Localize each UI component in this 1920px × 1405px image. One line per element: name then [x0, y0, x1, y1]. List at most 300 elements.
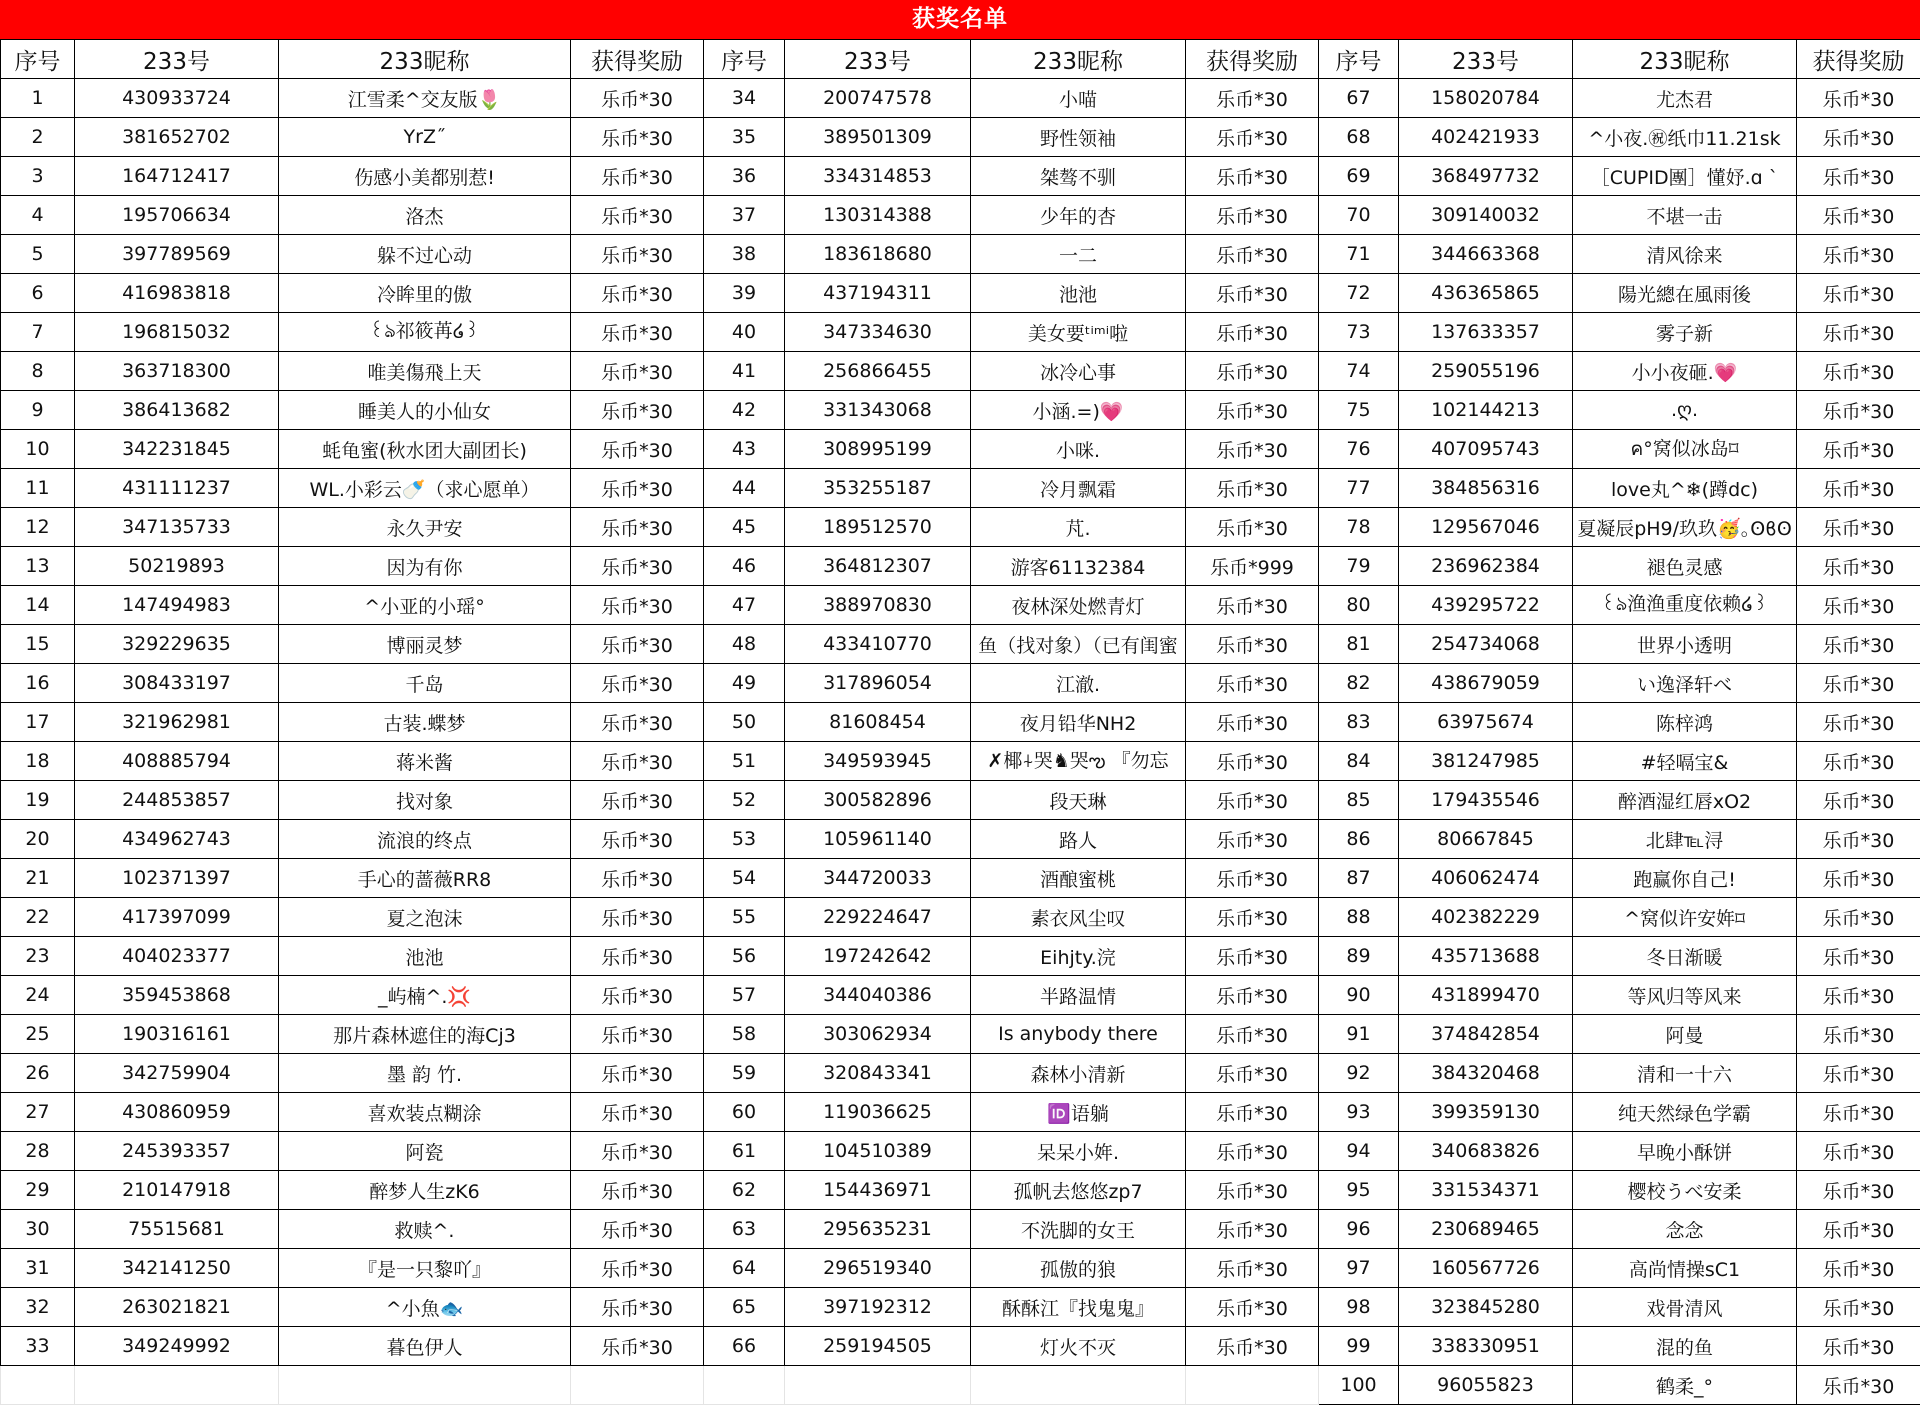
nickname-cell: い逸泽轩べ [1573, 664, 1797, 703]
reward-cell: 乐币*30 [571, 469, 704, 508]
table-row [1, 547, 1920, 586]
nickname-cell: 呆呆小姩. [971, 1132, 1186, 1171]
index-cell: 53 [704, 820, 785, 859]
id-cell: 384856316 [1399, 469, 1573, 508]
reward-cell: 乐币*30 [571, 547, 704, 586]
reward-cell: 乐币*30 [571, 118, 704, 157]
id-cell: 189512570 [785, 508, 971, 547]
id-cell: 430860959 [75, 1093, 279, 1132]
index-cell: 41 [704, 352, 785, 391]
id-cell: 308995199 [785, 430, 971, 469]
id-cell: 195706634 [75, 196, 279, 235]
id-cell: 81608454 [785, 703, 971, 742]
id-cell: 259055196 [1399, 352, 1573, 391]
reward-cell: 乐币*30 [1186, 1288, 1319, 1327]
nickname-cell: ꒰ঌ渔渔重度依赖໒꒱ [1573, 586, 1797, 625]
table-row [1, 274, 1920, 313]
index-cell: 20 [1, 820, 75, 859]
nickname-header: 233昵称 [279, 40, 571, 79]
reward-cell: 乐币*30 [1797, 703, 1920, 742]
reward-cell: 乐币*30 [571, 1249, 704, 1288]
index-cell: 74 [1319, 352, 1399, 391]
id-cell: 210147918 [75, 1171, 279, 1210]
id-cell: 63975674 [1399, 703, 1573, 742]
id-cell: 256866455 [785, 352, 971, 391]
index-cell: 75 [1319, 391, 1399, 430]
index-cell: 91 [1319, 1015, 1399, 1054]
id-cell: 416983818 [75, 274, 279, 313]
nickname-cell: 醉梦人生zK6 [279, 1171, 571, 1210]
nickname-cell: 古装.蝶梦 [279, 703, 571, 742]
index-cell: 92 [1319, 1054, 1399, 1093]
table-row [1, 469, 1920, 508]
reward-cell: 乐币*30 [1186, 742, 1319, 781]
index-cell: 59 [704, 1054, 785, 1093]
id-cell: 245393357 [75, 1132, 279, 1171]
id-cell: 75515681 [75, 1210, 279, 1249]
reward-cell: 乐币*30 [1797, 1171, 1920, 1210]
reward-cell: 乐币*30 [571, 352, 704, 391]
index-cell: 46 [704, 547, 785, 586]
reward-cell: 乐币*30 [1797, 1327, 1920, 1366]
reward-cell: 乐币*30 [1797, 235, 1920, 274]
id-cell: 434962743 [75, 820, 279, 859]
table-row [1, 1210, 1920, 1249]
reward-cell: 乐币*30 [1186, 859, 1319, 898]
index-cell: 19 [1, 781, 75, 820]
nickname-cell: WL.小彩云🍼（求心愿单） [279, 469, 571, 508]
reward-cell: 乐币*30 [1797, 898, 1920, 937]
index-cell: 12 [1, 508, 75, 547]
reward-cell: 乐币*30 [1186, 196, 1319, 235]
index-cell: 64 [704, 1249, 785, 1288]
nickname-cell: 🆔语躺 [971, 1093, 1186, 1132]
id-cell: 296519340 [785, 1249, 971, 1288]
nickname-cell: 戏骨清风 [1573, 1288, 1797, 1327]
nickname-cell: 千岛 [279, 664, 571, 703]
id-cell [785, 1366, 971, 1405]
id-cell: 402382229 [1399, 898, 1573, 937]
table-row [1, 625, 1920, 664]
nickname-cell: 救赎^. [279, 1210, 571, 1249]
nickname-cell: love丸^❄(蹲dc) [1573, 469, 1797, 508]
index-cell: 50 [704, 703, 785, 742]
index-cell: 21 [1, 859, 75, 898]
id-cell: 388970830 [785, 586, 971, 625]
index-cell: 8 [1, 352, 75, 391]
id-cell: 404023377 [75, 937, 279, 976]
nickname-cell: 躲不过心动 [279, 235, 571, 274]
reward-cell: 乐币*30 [571, 313, 704, 352]
reward-cell: 乐币*30 [1797, 118, 1920, 157]
id-cell: 347135733 [75, 508, 279, 547]
table-row [1, 742, 1920, 781]
reward-cell: 乐币*30 [571, 976, 704, 1015]
reward-cell: 乐币*30 [571, 157, 704, 196]
winners-table [0, 39, 1920, 1405]
index-cell: 38 [704, 235, 785, 274]
nickname-cell: 半路温情 [971, 976, 1186, 1015]
id-cell: 402421933 [1399, 118, 1573, 157]
nickname-cell: YrZ˝ [279, 118, 571, 157]
index-cell: 60 [704, 1093, 785, 1132]
id-cell: 349249992 [75, 1327, 279, 1366]
id-cell: 154436971 [785, 1171, 971, 1210]
id-cell: 439295722 [1399, 586, 1573, 625]
reward-cell: 乐币*30 [1186, 820, 1319, 859]
id-cell: 349593945 [785, 742, 971, 781]
reward-cell: 乐币*30 [1797, 781, 1920, 820]
id-header: 233号 [75, 40, 279, 79]
index-cell: 11 [1, 469, 75, 508]
reward-cell: 乐币*30 [571, 937, 704, 976]
reward-cell: 乐币*30 [1186, 586, 1319, 625]
id-cell: 102144213 [1399, 391, 1573, 430]
index-cell: 73 [1319, 313, 1399, 352]
reward-cell: 乐币*30 [1797, 625, 1920, 664]
reward-cell: 乐币*30 [571, 1288, 704, 1327]
reward-cell: 乐币*30 [1797, 547, 1920, 586]
index-cell: 32 [1, 1288, 75, 1327]
index-cell: 1 [1, 79, 75, 118]
index-cell [704, 1366, 785, 1405]
index-cell: 77 [1319, 469, 1399, 508]
nickname-cell: ✗椰⍭哭♞哭ఌ 『勿忘 [971, 742, 1186, 781]
id-cell: 130314388 [785, 196, 971, 235]
id-header: 233号 [785, 40, 971, 79]
nickname-cell: 墨 韵 竹. [279, 1054, 571, 1093]
table-row [1, 79, 1920, 118]
table-row [1, 1327, 1920, 1366]
index-cell: 36 [704, 157, 785, 196]
nickname-cell: 一二 [971, 235, 1186, 274]
id-cell: 303062934 [785, 1015, 971, 1054]
reward-cell: 乐币*30 [1797, 937, 1920, 976]
id-cell: 397789569 [75, 235, 279, 274]
index-cell: 33 [1, 1327, 75, 1366]
id-cell: 407095743 [1399, 430, 1573, 469]
index-cell: 55 [704, 898, 785, 937]
index-cell: 57 [704, 976, 785, 1015]
id-cell: 342759904 [75, 1054, 279, 1093]
index-cell: 37 [704, 196, 785, 235]
table-row [1, 1366, 1920, 1405]
nickname-header: 233昵称 [971, 40, 1186, 79]
index-cell: 70 [1319, 196, 1399, 235]
reward-cell: 乐币*30 [1797, 391, 1920, 430]
id-cell: 384320468 [1399, 1054, 1573, 1093]
index-cell: 49 [704, 664, 785, 703]
id-cell: 334314853 [785, 157, 971, 196]
nickname-cell: 清和一十六 [1573, 1054, 1797, 1093]
nickname-cell: 蒋米酱 [279, 742, 571, 781]
id-cell: 197242642 [785, 937, 971, 976]
id-cell: 300582896 [785, 781, 971, 820]
id-cell: 353255187 [785, 469, 971, 508]
id-cell: 147494983 [75, 586, 279, 625]
id-cell: 196815032 [75, 313, 279, 352]
index-header: 序号 [1, 40, 75, 79]
nickname-cell: 清风徐来 [1573, 235, 1797, 274]
table-row [1, 508, 1920, 547]
table-row [1, 391, 1920, 430]
id-cell [75, 1366, 279, 1405]
reward-cell: 乐币*30 [1186, 1132, 1319, 1171]
id-cell: 137633357 [1399, 313, 1573, 352]
table-row [1, 1171, 1920, 1210]
index-cell: 66 [704, 1327, 785, 1366]
nickname-cell: 冷眸里的傲 [279, 274, 571, 313]
id-cell: 259194505 [785, 1327, 971, 1366]
index-header: 序号 [704, 40, 785, 79]
nickname-cell: 冷月飘霜 [971, 469, 1186, 508]
nickname-cell: ^小亚的小瑶° [279, 586, 571, 625]
id-cell: 368497732 [1399, 157, 1573, 196]
id-cell: 386413682 [75, 391, 279, 430]
id-cell: 340683826 [1399, 1132, 1573, 1171]
index-cell: 28 [1, 1132, 75, 1171]
index-cell: 100 [1319, 1366, 1399, 1405]
id-cell: 408885794 [75, 742, 279, 781]
reward-cell: 乐币*30 [1797, 1132, 1920, 1171]
index-cell: 63 [704, 1210, 785, 1249]
id-cell: 104510389 [785, 1132, 971, 1171]
reward-cell: 乐币*30 [571, 196, 704, 235]
reward-cell: 乐币*30 [1797, 742, 1920, 781]
reward-cell: 乐币*30 [571, 586, 704, 625]
nickname-cell: Eihjty.浣 [971, 937, 1186, 976]
reward-cell: 乐币*30 [571, 898, 704, 937]
nickname-cell: 夜林深处燃青灯 [971, 586, 1186, 625]
nickname-cell: 那片森林遮住的海Cj3 [279, 1015, 571, 1054]
reward-cell: 乐币*30 [1186, 1210, 1319, 1249]
id-cell: 323845280 [1399, 1288, 1573, 1327]
index-cell: 76 [1319, 430, 1399, 469]
id-cell: 374842854 [1399, 1015, 1573, 1054]
id-cell: 105961140 [785, 820, 971, 859]
id-cell: 50219893 [75, 547, 279, 586]
index-cell: 14 [1, 586, 75, 625]
reward-cell: 乐币*30 [1186, 781, 1319, 820]
nickname-cell: _屿楠^.💢 [279, 976, 571, 1015]
index-cell: 16 [1, 664, 75, 703]
id-cell: 381652702 [75, 118, 279, 157]
reward-cell: 乐币*30 [1186, 469, 1319, 508]
nickname-cell: 手心的蔷薇RR8 [279, 859, 571, 898]
index-cell: 72 [1319, 274, 1399, 313]
table-row [1, 1288, 1920, 1327]
table-row [1, 937, 1920, 976]
reward-cell: 乐币*30 [1797, 859, 1920, 898]
nickname-header: 233昵称 [1573, 40, 1797, 79]
nickname-cell: 小喵 [971, 79, 1186, 118]
id-cell: 389501309 [785, 118, 971, 157]
nickname-cell: 孤傲的狼 [971, 1249, 1186, 1288]
index-cell: 96 [1319, 1210, 1399, 1249]
index-cell: 51 [704, 742, 785, 781]
table-row [1, 313, 1920, 352]
table-row [1, 976, 1920, 1015]
index-cell: 35 [704, 118, 785, 157]
nickname-cell: 桀骜不驯 [971, 157, 1186, 196]
id-cell: 364812307 [785, 547, 971, 586]
id-cell: 431899470 [1399, 976, 1573, 1015]
nickname-cell: ค°窝似冰岛⌑ [1573, 430, 1797, 469]
id-cell: 317896054 [785, 664, 971, 703]
nickname-cell: 路人 [971, 820, 1186, 859]
id-cell: 430933724 [75, 79, 279, 118]
nickname-cell: 纯天然绿色学霸 [1573, 1093, 1797, 1132]
index-cell: 44 [704, 469, 785, 508]
index-cell: 27 [1, 1093, 75, 1132]
reward-cell: 乐币*30 [571, 859, 704, 898]
reward-cell: 乐币*30 [571, 430, 704, 469]
index-cell: 31 [1, 1249, 75, 1288]
id-cell: 183618680 [785, 235, 971, 274]
reward-cell: 乐币*30 [571, 391, 704, 430]
index-cell [1, 1366, 75, 1405]
nickname-cell: 阿瓷 [279, 1132, 571, 1171]
id-cell: 406062474 [1399, 859, 1573, 898]
reward-cell: 乐币*30 [1186, 664, 1319, 703]
index-cell: 97 [1319, 1249, 1399, 1288]
index-cell: 6 [1, 274, 75, 313]
table-row [1, 1015, 1920, 1054]
reward-cell: 乐币*30 [1797, 274, 1920, 313]
index-cell: 39 [704, 274, 785, 313]
nickname-cell [971, 1366, 1186, 1405]
reward-cell: 乐币*30 [571, 781, 704, 820]
nickname-cell: 雾子新 [1573, 313, 1797, 352]
reward-cell: 乐币*30 [1797, 430, 1920, 469]
reward-header: 获得奖励 [1186, 40, 1319, 79]
nickname-cell: 陽光總在風雨後 [1573, 274, 1797, 313]
nickname-cell: 游客61132384 [971, 547, 1186, 586]
index-cell: 5 [1, 235, 75, 274]
nickname-cell: 伤感小美都别惹! [279, 157, 571, 196]
index-cell: 3 [1, 157, 75, 196]
nickname-cell: 小小夜砸.💗 [1573, 352, 1797, 391]
reward-cell: 乐币*30 [1186, 1327, 1319, 1366]
nickname-cell: 冰冷心事 [971, 352, 1186, 391]
nickname-cell: 江澈. [971, 664, 1186, 703]
reward-cell: 乐币*30 [1186, 274, 1319, 313]
reward-cell: 乐币*30 [571, 1210, 704, 1249]
index-cell: 9 [1, 391, 75, 430]
index-cell: 82 [1319, 664, 1399, 703]
reward-cell: 乐币*30 [1797, 586, 1920, 625]
reward-cell: 乐币*30 [1797, 976, 1920, 1015]
index-cell: 99 [1319, 1327, 1399, 1366]
id-cell: 331343068 [785, 391, 971, 430]
reward-cell: 乐币*30 [1797, 1249, 1920, 1288]
reward-cell: 乐币*30 [571, 79, 704, 118]
nickname-cell: Is anybody there [971, 1015, 1186, 1054]
index-header: 序号 [1319, 40, 1399, 79]
index-cell: 15 [1, 625, 75, 664]
index-cell: 34 [704, 79, 785, 118]
id-cell: 381247985 [1399, 742, 1573, 781]
index-cell: 29 [1, 1171, 75, 1210]
nickname-cell: ［CUPID團］懂妤.ɑ ˋ [1573, 157, 1797, 196]
reward-cell [1186, 1366, 1319, 1405]
reward-cell: 乐币*30 [1797, 1210, 1920, 1249]
index-cell: 10 [1, 430, 75, 469]
nickname-cell: 冬日渐暖 [1573, 937, 1797, 976]
index-cell: 87 [1319, 859, 1399, 898]
nickname-cell: 芃. [971, 508, 1186, 547]
nickname-cell: 北肆℡浔 [1573, 820, 1797, 859]
nickname-cell: 美女要ᵗⁱᵐⁱ啦 [971, 313, 1186, 352]
table-row [1, 898, 1920, 937]
reward-cell: 乐币*30 [1186, 79, 1319, 118]
index-cell: 81 [1319, 625, 1399, 664]
reward-cell: 乐币*30 [571, 625, 704, 664]
id-cell: 236962384 [1399, 547, 1573, 586]
index-cell: 98 [1319, 1288, 1399, 1327]
reward-cell: 乐币*30 [1797, 1093, 1920, 1132]
table-row [1, 430, 1920, 469]
reward-cell: 乐币*30 [571, 820, 704, 859]
id-cell: 190316161 [75, 1015, 279, 1054]
id-cell: 160567726 [1399, 1249, 1573, 1288]
reward-cell: 乐币*30 [1186, 1093, 1319, 1132]
reward-cell: 乐币*30 [1797, 79, 1920, 118]
table-row [1, 157, 1920, 196]
index-cell: 23 [1, 937, 75, 976]
header-row [1, 40, 1920, 79]
nickname-cell: 鱼（找对象）（已有闺蜜 [971, 625, 1186, 664]
reward-cell: 乐币*30 [1797, 1288, 1920, 1327]
nickname-cell: 夏凝辰pH9/玖玖🥳｡ʘϐʘ [1573, 508, 1797, 547]
reward-cell: 乐币*30 [1186, 937, 1319, 976]
index-cell: 89 [1319, 937, 1399, 976]
nickname-cell: 念念 [1573, 1210, 1797, 1249]
id-cell: 433410770 [785, 625, 971, 664]
table-row [1, 1054, 1920, 1093]
index-cell: 30 [1, 1210, 75, 1249]
index-cell: 56 [704, 937, 785, 976]
nickname-cell: 池池 [279, 937, 571, 976]
nickname-cell: 混的鱼 [1573, 1327, 1797, 1366]
reward-cell: 乐币*999 [1186, 547, 1319, 586]
nickname-cell: 『是一只黎吖』 [279, 1249, 571, 1288]
table-row [1, 859, 1920, 898]
id-cell: 254734068 [1399, 625, 1573, 664]
reward-cell: 乐币*30 [571, 235, 704, 274]
nickname-cell [279, 1366, 571, 1405]
reward-cell: 乐币*30 [571, 1015, 704, 1054]
id-cell: 435713688 [1399, 937, 1573, 976]
index-cell: 40 [704, 313, 785, 352]
index-cell: 52 [704, 781, 785, 820]
reward-cell: 乐币*30 [1797, 352, 1920, 391]
id-cell: 263021821 [75, 1288, 279, 1327]
id-cell: 295635231 [785, 1210, 971, 1249]
id-cell: 331534371 [1399, 1171, 1573, 1210]
nickname-cell: .ღ. [1573, 391, 1797, 430]
nickname-cell: 酥酥江『找鬼鬼』 [971, 1288, 1186, 1327]
nickname-cell: 樱校うべ安柔 [1573, 1171, 1797, 1210]
id-header: 233号 [1399, 40, 1573, 79]
id-cell: 320843341 [785, 1054, 971, 1093]
reward-cell: 乐币*30 [571, 508, 704, 547]
index-cell: 67 [1319, 79, 1399, 118]
reward-cell: 乐币*30 [571, 274, 704, 313]
nickname-cell: 酒酿蜜桃 [971, 859, 1186, 898]
reward-cell: 乐币*30 [1186, 313, 1319, 352]
reward-cell: 乐币*30 [1186, 1054, 1319, 1093]
